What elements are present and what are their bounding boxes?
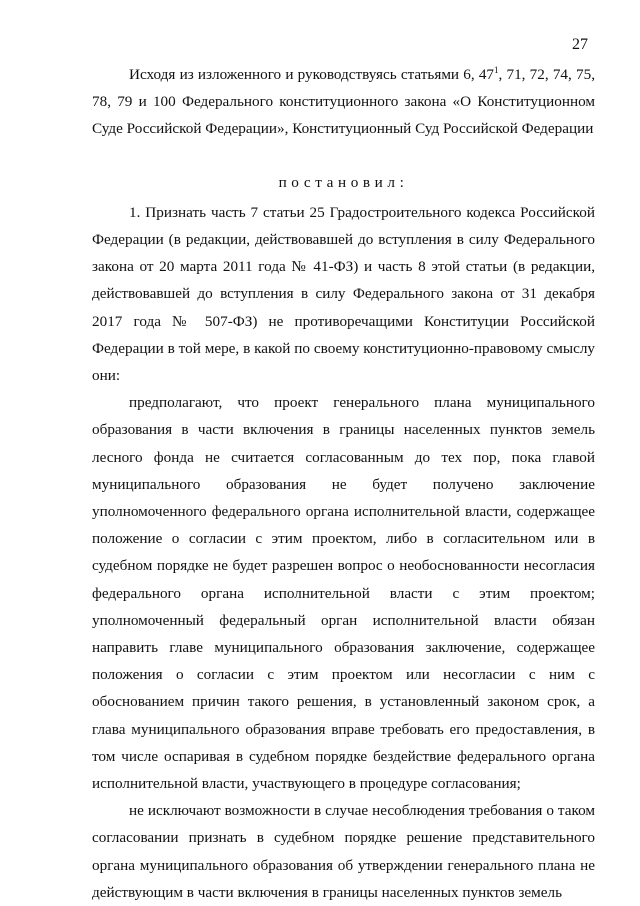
- article-superscript: 1: [494, 65, 499, 75]
- intro-paragraph: [92, 61, 595, 143]
- decision-heading: постановил:: [278, 173, 409, 191]
- document-body: [92, 61, 595, 906]
- paragraph-2: предполагают, что проект генерального плана муниципального образования в части включения в границы населенных пунктов земель лесного фонда не считается согласованным до тех пор, пока главой муниципального образования не будет получено заключение уполномоченного федерального органа исполнительной власти, содержащее положение о согласии с этим проектом, либо в согласительном или в судебном порядке не будет разрешен вопрос о необоснованности несогласия федерального органа исполнительной власти с этим проектом; уполномоченный федеральный орган исполнительной власти обязан направить главе муниципального образования заключение, содержащее положения о согласии с этим проектом или несогласии с ним с обоснованием причин такого решения, в установленный законом срок, а глава муниципального образования вправе требовать его предоставления, в том числе оспаривая в судебном порядке бездействие федерального органа исполнительной власти, участвующего в процедуре согласования;: [92, 394, 595, 793]
- paragraph-1: 1. Признать часть 7 статьи 25 Градостроительного кодекса Российской Федерации (в редакции, действовавшей до вступления в силу Федерального закона от 20 марта 2011 года № 41-ФЗ) и часть 8 этой статьи (в редакции, действовавшей до вступления в силу Федерального закона от 31 декабря 2017 года № 507-ФЗ) не противоречащими Конституции Российской Федерации в той мере, в какой по своему конституционно-правовому смыслу они:: [92, 203, 595, 385]
- intro-text: Исходя из изложенного и руководствуясь статьями 6, 47: [129, 66, 495, 83]
- paragraph-3: не исключают возможности в случае несоблюдения требования о таком согласовании признать в судебном порядке решение представительного органа муниципального образования об утверждении генерального плана не действующим в части включения в границы населенных пунктов земель: [92, 802, 595, 901]
- page-number: 27: [572, 36, 588, 53]
- intro-text-continued: , 71, 72, 74, 75, 78, 79 и 100 Федерального конституционного закона «О Конституционном Суде Российской Федерации», Конституционный Суд Российской Федерации: [92, 66, 595, 138]
